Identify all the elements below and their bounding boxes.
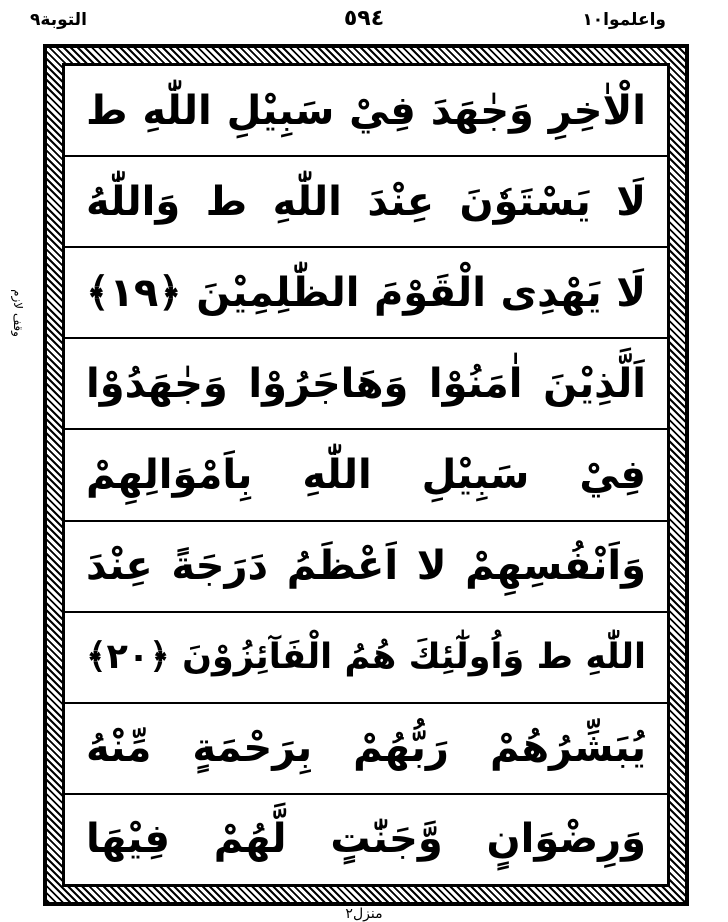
verse-line-text: وَاَنْفُسِهِمْ لا اَعْظَمُ دَرَجَةً عِنْدَ xyxy=(86,543,646,590)
verse-line-text: لَا يَسْتَوٗنَ عِنْدَ اللّٰهِ ط وَاللّٰهُ xyxy=(86,178,646,225)
verse-line-text: يُبَشِّرُهُمْ رَبُّهُمْ بِرَحْمَةٍ مِّنْهُ xyxy=(86,725,646,772)
juz-name: واعلموا١٠ xyxy=(582,10,666,30)
verse-line-text: الْاٰخِرِ وَجٰهَدَ فِيْ سَبِيْلِ اللّٰهِ ط xyxy=(86,87,646,134)
manzil-marker: منزل٢ xyxy=(345,906,383,922)
page-border xyxy=(43,44,689,906)
text-frame xyxy=(62,63,670,887)
margin-note-text: وقف لازم xyxy=(11,289,25,337)
verse-line xyxy=(65,795,667,884)
verse-line-text: لَا يَهْدِى الْقَوْمَ الظّٰلِمِيْنَ ﴿١٩﴾ xyxy=(86,269,646,316)
verse-line xyxy=(65,339,667,430)
verse-line-text: فِيْ سَبِيْلِ اللّٰهِ بِاَمْوَالِهِمْ xyxy=(86,451,646,498)
verse-line xyxy=(65,248,667,339)
verse-line xyxy=(65,157,667,248)
verse-line xyxy=(65,430,667,521)
verse-line xyxy=(65,522,667,613)
verse-lines xyxy=(65,66,667,884)
verse-line xyxy=(65,613,667,704)
verse-line-text: وَرِضْوَانٍ وَّجَنّٰتٍ لَّهُمْ فِيْهَا xyxy=(86,816,646,863)
surah-name: التوبة٩ xyxy=(30,10,87,30)
page-number: ٥٩٤ xyxy=(343,6,385,31)
verse-line-text: اَلَّذِيْنَ اٰمَنُوْا وَهَاجَرُوْا وَجٰهَدُوْا xyxy=(86,360,646,407)
verse-line xyxy=(65,66,667,157)
margin-note xyxy=(8,268,28,358)
verse-line-text: اللّٰهِ ط وَاُولٰٓئِكَ هُمُ الْفَآئِزُوْنَ ﴿٢٠﴾ xyxy=(86,636,646,677)
verse-line xyxy=(65,704,667,795)
